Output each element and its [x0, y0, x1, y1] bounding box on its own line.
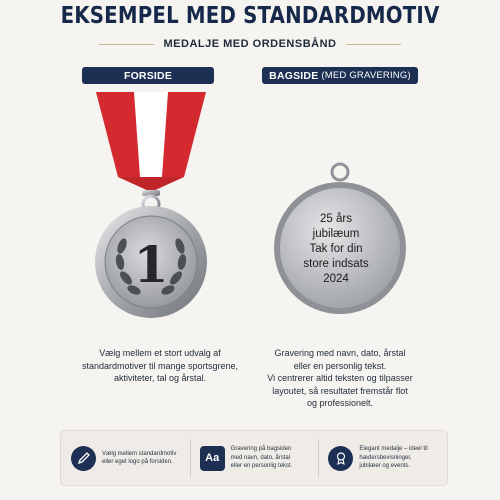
medal-ribbon-icon: [328, 446, 353, 471]
font-aa-icon-text: Aa: [205, 452, 220, 464]
ribbon: [96, 92, 206, 192]
subtitle-row: [0, 38, 500, 50]
medal-number: 1: [133, 235, 169, 294]
back-description-line: eller en personlig tekst.: [293, 360, 387, 371]
feature-text-line: Vælg mellem standardmotiv: [102, 450, 177, 457]
engraving-line: 2024: [323, 273, 349, 285]
feature-text-line: eller en personlig tekst.: [230, 463, 293, 470]
feature-engraving: [190, 431, 319, 485]
feature-text-line: med navn, dato, årstal: [230, 454, 291, 461]
front-description-line: standardmotiver til mange sportsgrene,: [81, 360, 239, 371]
engraving-text: [293, 212, 379, 287]
front-description-line: aktiviteter, tal og årstal.: [113, 373, 207, 383]
back-description: [250, 347, 430, 410]
back-description-line: Gravering med navn, dato, årstal: [274, 348, 406, 358]
page-subtitle: MEDALJE MED ORDENSBÅND: [163, 38, 337, 50]
back-description-line: layoutet, så resultatet fremstår flot: [272, 385, 408, 396]
back-label-main: BAGSIDE: [269, 69, 319, 82]
subtitle-rule-left: [99, 44, 154, 45]
feature-text-line: Gravering på bagsiden: [230, 446, 292, 453]
feature-text-line: hædersbevisninger,: [359, 454, 412, 461]
feature-text-line: Elegant medalje – ideel til: [359, 446, 428, 453]
engraving-line: jubilæum: [312, 228, 360, 240]
front-medal-image: [86, 92, 216, 322]
feature-logo: [61, 431, 190, 485]
feature-text-line: eller eget logo på forsiden.: [102, 459, 173, 465]
feature-medal: [318, 431, 447, 485]
front-label: FORSIDE: [82, 67, 214, 84]
engraving-line: store indsats: [303, 258, 369, 270]
back-label: [262, 67, 418, 84]
page-title: EKSEMPEL MED STANDARDMOTIV: [60, 3, 440, 29]
subtitle-rule-right: [346, 44, 401, 45]
engraving-line: 25 års: [320, 213, 352, 225]
back-label-suffix: (MED GRAVERING): [321, 70, 411, 81]
engraving-line: Tak for din: [309, 243, 363, 255]
front-description: [70, 347, 250, 385]
pencil-icon: [71, 446, 96, 471]
feature-text-line: jubilæer og events.: [359, 463, 411, 470]
font-aa-icon: [200, 446, 225, 471]
features-box: [60, 430, 448, 486]
front-description-line: Vælg mellem et stort udvalg af: [99, 348, 221, 358]
back-description-line: og professionelt.: [306, 398, 374, 408]
back-description-line: Vi centrerer altid teksten og tilpasser: [267, 373, 413, 383]
back-medal-loop: [332, 164, 348, 180]
